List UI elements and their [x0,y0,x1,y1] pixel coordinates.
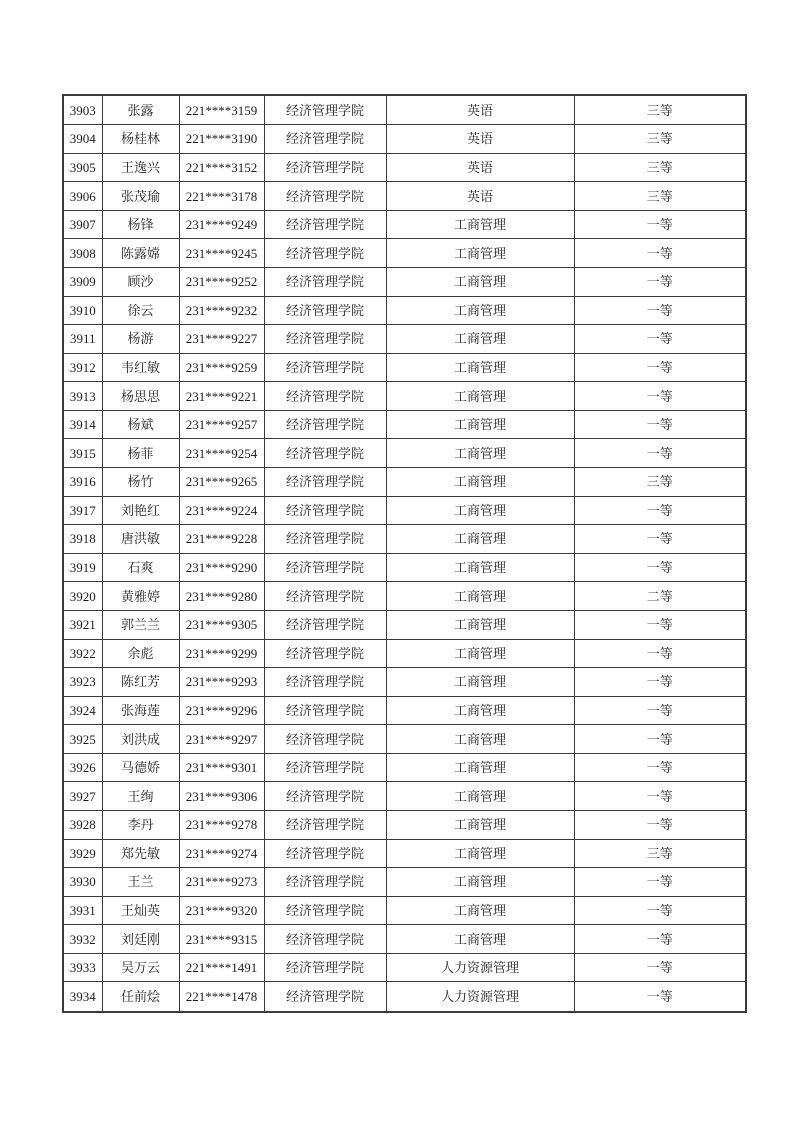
name-cell: 杨游 [102,325,179,354]
college-cell: 经济管理学院 [264,468,386,497]
student-id-cell: 231****9278 [179,810,264,839]
name-cell: 郭兰兰 [102,610,179,639]
serial-cell: 3909 [63,268,102,297]
award-level-cell: 三等 [574,839,746,868]
award-level-cell: 一等 [574,210,746,239]
table-row [63,125,746,154]
award-level-cell: 一等 [574,353,746,382]
college-cell: 经济管理学院 [264,410,386,439]
table-row [63,953,746,982]
serial-cell: 3928 [63,810,102,839]
table-row [63,839,746,868]
college-cell: 经济管理学院 [264,725,386,754]
serial-cell: 3914 [63,410,102,439]
table-row [63,439,746,468]
student-id-cell: 221****3178 [179,182,264,211]
college-cell: 经济管理学院 [264,439,386,468]
college-cell: 经济管理学院 [264,639,386,668]
major-cell: 工商管理 [386,353,574,382]
major-cell: 工商管理 [386,525,574,554]
award-level-cell: 一等 [574,696,746,725]
college-cell: 经济管理学院 [264,496,386,525]
college-cell: 经济管理学院 [264,239,386,268]
major-cell: 工商管理 [386,639,574,668]
award-table-body [63,95,746,1012]
college-cell: 经济管理学院 [264,868,386,897]
college-cell: 经济管理学院 [264,753,386,782]
award-level-cell: 一等 [574,668,746,697]
student-id-cell: 231****9306 [179,782,264,811]
name-cell: 刘廷刚 [102,925,179,954]
table-row [63,696,746,725]
table-row [63,982,746,1012]
serial-cell: 3932 [63,925,102,954]
name-cell: 刘艳红 [102,496,179,525]
student-id-cell: 231****9249 [179,210,264,239]
student-id-cell: 231****9297 [179,725,264,754]
serial-cell: 3925 [63,725,102,754]
table-row [63,95,746,125]
serial-cell: 3931 [63,896,102,925]
name-cell: 郑先敏 [102,839,179,868]
name-cell: 任前烩 [102,982,179,1012]
college-cell: 经济管理学院 [264,582,386,611]
student-id-cell: 231****9301 [179,753,264,782]
table-row [63,382,746,411]
major-cell: 工商管理 [386,810,574,839]
college-cell: 经济管理学院 [264,153,386,182]
name-cell: 韦红敏 [102,353,179,382]
college-cell: 经济管理学院 [264,925,386,954]
student-id-cell: 221****1478 [179,982,264,1012]
student-id-cell: 221****1491 [179,953,264,982]
table-row [63,639,746,668]
award-level-cell: 三等 [574,182,746,211]
student-id-cell: 231****9227 [179,325,264,354]
college-cell: 经济管理学院 [264,696,386,725]
major-cell: 人力资源管理 [386,982,574,1012]
major-cell: 工商管理 [386,896,574,925]
award-level-cell: 一等 [574,982,746,1012]
table-row [63,353,746,382]
major-cell: 工商管理 [386,610,574,639]
college-cell: 经济管理学院 [264,182,386,211]
major-cell: 工商管理 [386,782,574,811]
major-cell: 英语 [386,125,574,154]
student-id-cell: 221****3152 [179,153,264,182]
name-cell: 吴万云 [102,953,179,982]
college-cell: 经济管理学院 [264,782,386,811]
serial-cell: 3921 [63,610,102,639]
award-level-cell: 一等 [574,610,746,639]
student-id-cell: 231****9290 [179,553,264,582]
table-row [63,410,746,439]
student-id-cell: 231****9252 [179,268,264,297]
college-cell: 经济管理学院 [264,553,386,582]
table-row [63,525,746,554]
college-cell: 经济管理学院 [264,839,386,868]
student-id-cell: 231****9296 [179,696,264,725]
college-cell: 经济管理学院 [264,296,386,325]
college-cell: 经济管理学院 [264,125,386,154]
table-row [63,582,746,611]
major-cell: 工商管理 [386,725,574,754]
major-cell: 工商管理 [386,210,574,239]
serial-cell: 3908 [63,239,102,268]
award-level-cell: 三等 [574,95,746,125]
table-row [63,868,746,897]
award-level-cell: 一等 [574,953,746,982]
award-level-cell: 一等 [574,410,746,439]
major-cell: 工商管理 [386,296,574,325]
award-level-cell: 一等 [574,268,746,297]
major-cell: 工商管理 [386,553,574,582]
student-id-cell: 231****9320 [179,896,264,925]
serial-cell: 3924 [63,696,102,725]
student-id-cell: 231****9228 [179,525,264,554]
serial-cell: 3903 [63,95,102,125]
award-level-cell: 三等 [574,125,746,154]
serial-cell: 3913 [63,382,102,411]
award-level-cell: 三等 [574,468,746,497]
college-cell: 经济管理学院 [264,325,386,354]
serial-cell: 3926 [63,753,102,782]
award-level-cell: 一等 [574,525,746,554]
name-cell: 杨思思 [102,382,179,411]
award-level-cell: 一等 [574,925,746,954]
award-level-cell: 一等 [574,496,746,525]
award-level-cell: 一等 [574,753,746,782]
major-cell: 工商管理 [386,668,574,697]
serial-cell: 3919 [63,553,102,582]
serial-cell: 3906 [63,182,102,211]
student-id-cell: 231****9280 [179,582,264,611]
table-row [63,725,746,754]
name-cell: 黄雅婷 [102,582,179,611]
name-cell: 徐云 [102,296,179,325]
table-row [63,553,746,582]
college-cell: 经济管理学院 [264,353,386,382]
award-level-cell: 一等 [574,782,746,811]
major-cell: 工商管理 [386,696,574,725]
serial-cell: 3927 [63,782,102,811]
student-id-cell: 231****9221 [179,382,264,411]
major-cell: 工商管理 [386,239,574,268]
award-level-cell: 一等 [574,382,746,411]
name-cell: 刘洪成 [102,725,179,754]
serial-cell: 3929 [63,839,102,868]
serial-cell: 3917 [63,496,102,525]
name-cell: 顾沙 [102,268,179,297]
table-row [63,896,746,925]
major-cell: 工商管理 [386,868,574,897]
serial-cell: 3923 [63,668,102,697]
college-cell: 经济管理学院 [264,982,386,1012]
major-cell: 工商管理 [386,839,574,868]
serial-cell: 3905 [63,153,102,182]
table-row [63,182,746,211]
serial-cell: 3911 [63,325,102,354]
major-cell: 英语 [386,182,574,211]
major-cell: 工商管理 [386,753,574,782]
major-cell: 工商管理 [386,268,574,297]
name-cell: 张海莲 [102,696,179,725]
serial-cell: 3907 [63,210,102,239]
table-row [63,925,746,954]
student-id-cell: 221****3159 [179,95,264,125]
serial-cell: 3912 [63,353,102,382]
table-row [63,325,746,354]
table-row [63,468,746,497]
major-cell: 英语 [386,153,574,182]
name-cell: 杨桂林 [102,125,179,154]
student-id-cell: 231****9305 [179,610,264,639]
major-cell: 英语 [386,95,574,125]
name-cell: 杨菲 [102,439,179,468]
table-row [63,296,746,325]
college-cell: 经济管理学院 [264,525,386,554]
student-id-cell: 231****9254 [179,439,264,468]
award-level-cell: 一等 [574,810,746,839]
name-cell: 李丹 [102,810,179,839]
table-row [63,239,746,268]
award-level-cell: 二等 [574,582,746,611]
table-row [63,496,746,525]
student-id-cell: 231****9274 [179,839,264,868]
name-cell: 张茂瑜 [102,182,179,211]
college-cell: 经济管理学院 [264,268,386,297]
major-cell: 工商管理 [386,382,574,411]
serial-cell: 3930 [63,868,102,897]
serial-cell: 3920 [63,582,102,611]
serial-cell: 3922 [63,639,102,668]
college-cell: 经济管理学院 [264,95,386,125]
student-id-cell: 231****9257 [179,410,264,439]
table-row [63,210,746,239]
award-level-cell: 一等 [574,553,746,582]
major-cell: 工商管理 [386,925,574,954]
student-id-cell: 231****9315 [179,925,264,954]
serial-cell: 3934 [63,982,102,1012]
name-cell: 王兰 [102,868,179,897]
serial-cell: 3933 [63,953,102,982]
name-cell: 余彪 [102,639,179,668]
name-cell: 杨锋 [102,210,179,239]
serial-cell: 3910 [63,296,102,325]
award-level-cell: 一等 [574,639,746,668]
major-cell: 工商管理 [386,439,574,468]
award-level-cell: 一等 [574,896,746,925]
award-level-cell: 一等 [574,296,746,325]
student-id-cell: 231****9259 [179,353,264,382]
name-cell: 王绚 [102,782,179,811]
award-level-cell: 一等 [574,325,746,354]
major-cell: 工商管理 [386,468,574,497]
college-cell: 经济管理学院 [264,668,386,697]
table-row [63,668,746,697]
student-id-cell: 231****9245 [179,239,264,268]
major-cell: 工商管理 [386,496,574,525]
name-cell: 张露 [102,95,179,125]
student-id-cell: 231****9224 [179,496,264,525]
college-cell: 经济管理学院 [264,210,386,239]
name-cell: 王逸兴 [102,153,179,182]
name-cell: 王灿英 [102,896,179,925]
award-level-cell: 一等 [574,239,746,268]
serial-cell: 3916 [63,468,102,497]
major-cell: 工商管理 [386,410,574,439]
student-id-cell: 231****9293 [179,668,264,697]
student-id-cell: 231****9273 [179,868,264,897]
student-id-cell: 231****9265 [179,468,264,497]
award-level-cell: 一等 [574,725,746,754]
name-cell: 马德娇 [102,753,179,782]
table-row [63,610,746,639]
award-list-table [62,94,747,1013]
student-id-cell: 221****3190 [179,125,264,154]
college-cell: 经济管理学院 [264,810,386,839]
table-row [63,782,746,811]
serial-cell: 3915 [63,439,102,468]
name-cell: 石爽 [102,553,179,582]
table-row [63,153,746,182]
award-level-cell: 一等 [574,439,746,468]
name-cell: 杨斌 [102,410,179,439]
award-level-cell: 一等 [574,868,746,897]
serial-cell: 3918 [63,525,102,554]
table-row [63,268,746,297]
award-level-cell: 三等 [574,153,746,182]
major-cell: 工商管理 [386,325,574,354]
major-cell: 工商管理 [386,582,574,611]
name-cell: 唐洪敏 [102,525,179,554]
college-cell: 经济管理学院 [264,382,386,411]
major-cell: 人力资源管理 [386,953,574,982]
college-cell: 经济管理学院 [264,610,386,639]
name-cell: 杨竹 [102,468,179,497]
student-id-cell: 231****9299 [179,639,264,668]
name-cell: 陈红芳 [102,668,179,697]
table-row [63,753,746,782]
college-cell: 经济管理学院 [264,953,386,982]
serial-cell: 3904 [63,125,102,154]
table-row [63,810,746,839]
name-cell: 陈露嫦 [102,239,179,268]
college-cell: 经济管理学院 [264,896,386,925]
student-id-cell: 231****9232 [179,296,264,325]
